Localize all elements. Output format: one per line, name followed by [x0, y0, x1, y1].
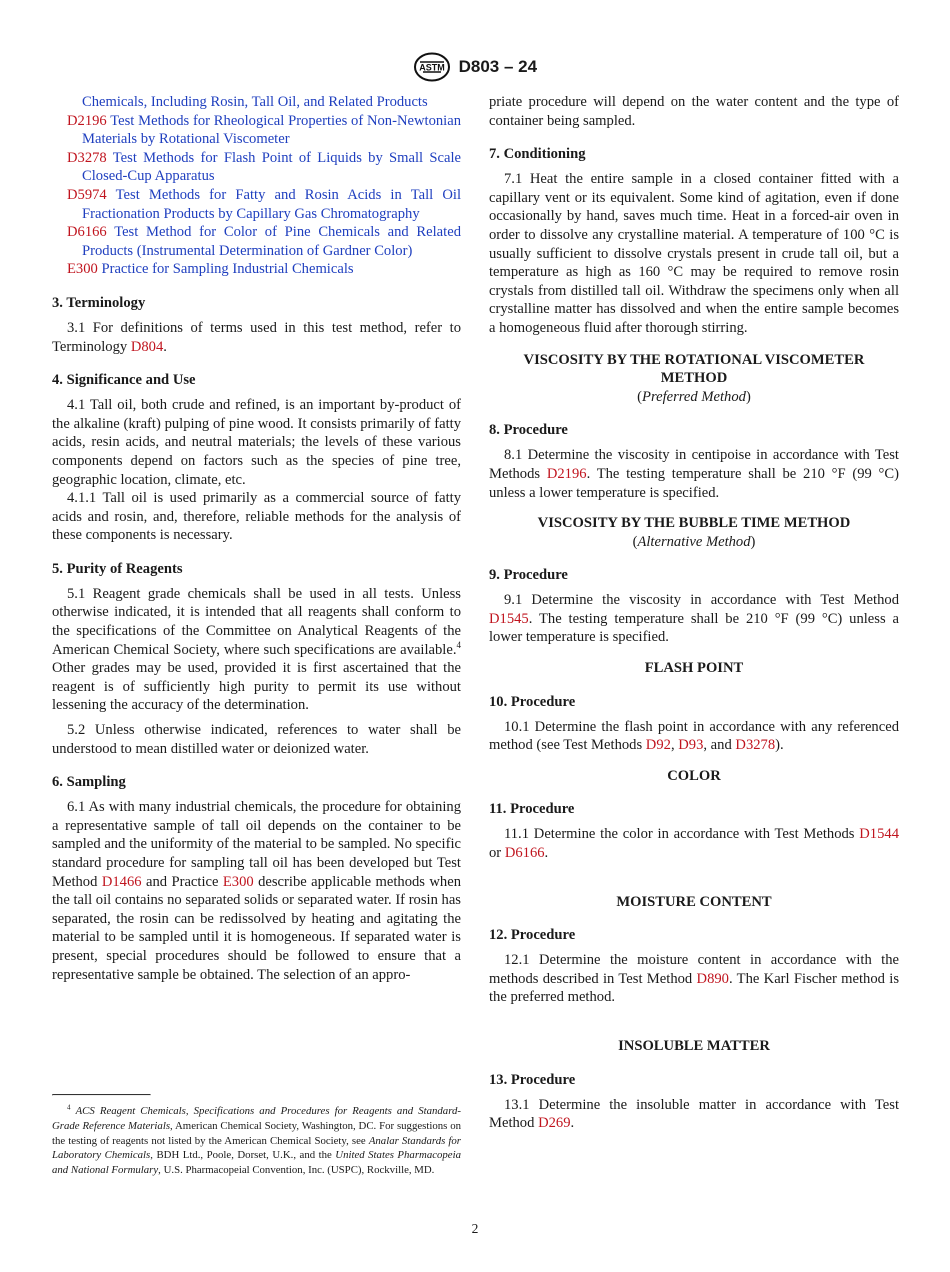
- reference-id: D6166: [67, 224, 107, 241]
- section-heading: 13. Procedure: [489, 1071, 576, 1088]
- link-d6166[interactable]: D6166: [504, 845, 545, 862]
- link-d1545[interactable]: D1545: [489, 610, 529, 627]
- reference-id: D5974: [67, 186, 107, 203]
- astm-logo-text: ASTM: [419, 62, 445, 73]
- section-heading: 4. Significance and Use: [52, 372, 196, 389]
- paragraph-continuation: priate procedure will depend on the water content and the type of container being sampled.: [489, 94, 899, 129]
- section-heading: 5. Purity of Reagents: [52, 560, 183, 577]
- document-designation: D803 – 24: [458, 56, 538, 76]
- paragraph: 8.1 Determine the viscosity in centipoise in accordance with Test Methods D2196. The testing temperature shall be 210 °F (99 °C) unless a lower temperature is specified.: [489, 447, 899, 501]
- link-d269[interactable]: D269: [538, 1115, 571, 1132]
- astm-logo-icon: [413, 52, 451, 82]
- reference-item[interactable]: [52, 223, 461, 260]
- section-heading: 6. Sampling: [52, 774, 126, 791]
- paragraph: 9.1 Determine the viscosity in accordance with Test Method D1545. The testing temperature shall be 210 °F (99 °C) unless a lower temperature is specified.: [489, 592, 899, 646]
- footnote-ref[interactable]: 4: [456, 639, 461, 650]
- reference-id: D3278: [67, 149, 107, 166]
- paragraph: 6.1 As with many industrial chemicals, the procedure for obtaining a representative sample of tall oil depends on the container to be sampled and the uniformity of the material to be sampled. No specific standard procedure for sampling tall oil has been developed but Test Method D1466 and Practice E300 describe applicable methods when the tall oil contains no separated solids or separated water. If rosin has separated, the rosin can be redissolved by heating and agitating the material to be sampled until it is homogeneous. If separated water is present, special procedures should be followed to ensure that a representative sample be obtained. The selection of an appro-: [52, 799, 461, 983]
- link-d1544[interactable]: D1544: [859, 826, 899, 843]
- reference-id: E300: [67, 261, 98, 278]
- footnote: $^4$ ACS Reagent Chemicals, Specifications and Procedures for Reagents and Standard-Grade Reference Materials, American Chemical Society, Washington, DC. For suggestions on the testing of reagents not listed by the American Chemical Society, see Analar Standards for Laboratory Chemicals, BDH Ltd., Poole, Dorset, U.K., and the United States Pharmacopeia and National Formulary, U.S. Pharmacopeial Convention, Inc. (USPC), Rockville, MD.: [52, 1103, 462, 1177]
- link-d93[interactable]: D93: [678, 737, 704, 754]
- section-heading: 7. Conditioning: [489, 146, 586, 163]
- section-heading: 8. Procedure: [489, 422, 568, 439]
- method-heading: VISCOSITY BY THE ROTATIONAL VISCOMETER METHOD: [523, 351, 865, 387]
- link-d2196[interactable]: D2196: [546, 465, 587, 482]
- section-heading: 9. Procedure: [489, 567, 568, 584]
- footnote-number: 4: [67, 1103, 71, 1112]
- paragraph: 11.1 Determine the color in accordance with Test Methods D1544 or D6166.: [489, 826, 899, 862]
- reference-item[interactable]: [52, 149, 461, 186]
- paragraph: 12.1 Determine the moisture content in accordance with the methods described in Test Method D890. The Karl Fischer method is the preferred method.: [489, 952, 899, 1006]
- paragraph: 13.1 Determine the insoluble matter in accordance with Test Method D269.: [489, 1096, 899, 1132]
- reference-continuation: [52, 93, 461, 112]
- left-column: [52, 93, 461, 984]
- link-d890[interactable]: D890: [696, 970, 729, 987]
- reference-text: Practice for Sampling Industrial Chemicals: [101, 261, 354, 278]
- page-header: [0, 52, 950, 82]
- reference-text: Test Methods for Fatty and Rosin Acids in Tall Oil Fractionation Products by Capillary Gas Chromatography: [82, 186, 461, 222]
- section-heading: 3. Terminology: [52, 294, 146, 311]
- reference-text: Test Method for Color of Pine Chemicals and Related Products (Instrumental Determination of Gardner Color): [82, 224, 461, 259]
- link-d3278[interactable]: D3278: [735, 737, 776, 754]
- right-column: [489, 93, 899, 1133]
- reference-text: Test Methods for Flash Point of Liquids by Small Scale Closed-Cup Apparatus: [82, 149, 461, 185]
- reference-text: Chemicals, Including Rosin, Tall Oil, and Related Products: [82, 94, 428, 110]
- section-banner: MOISTURE CONTENT: [616, 893, 772, 910]
- method-subheading: (Alternative Method): [632, 533, 756, 550]
- reference-item[interactable]: [52, 186, 461, 223]
- page-number: 2: [471, 1221, 479, 1236]
- section-banner: FLASH POINT: [644, 660, 744, 677]
- paragraph: 7.1 Heat the entire sample in a closed container fitted with a capillary vent or its equivalent. Some kind of agitation, even if done occasionally by hand, saves much time. Heat in a forced-air oven in order to dissolve any crystalline material. A temperature of 100 °C is usually sufficient to dissolve crystals present in crude tall oil, but a temperature as high as 160 °C may be required to remove rosin crystals from distilled tall oil. Withdraw the specimens only when all crystalline matter has dissolved and when the entire sample becomes a homogeneous fluid after thorough stirring.: [489, 171, 899, 336]
- paragraph: 4.1 Tall oil, both crude and refined, is an important by-product of the alkaline (kraft) pulping of pine wood. It consists primarily of fatty acids, resin acids, and neutral materials; the levels of these various components depend on factors such as the species of pine tree, geographic location, climate, etc.: [52, 397, 461, 488]
- section-heading: 10. Procedure: [489, 693, 576, 710]
- reference-item[interactable]: [52, 260, 461, 279]
- paragraph: 10.1 Determine the flash point in accordance with any referenced method (see Test Methods D92, D93, and D3278).: [489, 718, 899, 754]
- link-e300[interactable]: E300: [222, 873, 254, 890]
- link-d92[interactable]: D92: [645, 737, 671, 754]
- reference-id: D2196: [67, 112, 107, 129]
- reference-text: Test Methods for Rheological Properties of Non-Newtonian Materials by Rotational Viscometer: [82, 112, 461, 148]
- paragraph: 5.2 Unless otherwise indicated, references to water shall be understood to mean distilled water or deionized water.: [52, 722, 461, 757]
- section-banner: COLOR: [667, 767, 721, 784]
- method-subheading: (Preferred Method): [637, 388, 751, 405]
- footnote-divider: [52, 1094, 151, 1096]
- paragraph: 5.1 Reagent grade chemicals shall be used in all tests. Unless otherwise indicated, it is intended that all reagents shall conform to the specifications of the Committee on Analytical Reagents of the American Chemical Society, where such specifications are available.$^4$ Other grades may be used, provided it is first ascertained that the reagent is of sufficiently high purity to permit its use without lessening the accuracy of the determination.: [52, 585, 461, 714]
- paragraph: 4.1.1 Tall oil is used primarily as a commercial source of fatty acids and rosin, and, therefore, reliable methods for the analysis of these components is necessary.: [52, 490, 461, 544]
- reference-item[interactable]: [52, 112, 461, 149]
- paragraph: 3.1 For definitions of terms used in this test method, refer to Terminology D804.: [52, 319, 461, 355]
- section-heading: 12. Procedure: [489, 927, 576, 944]
- section-heading: 11. Procedure: [489, 801, 575, 818]
- method-heading: VISCOSITY BY THE BUBBLE TIME METHOD: [537, 515, 851, 532]
- link-d804[interactable]: D804: [130, 338, 164, 355]
- section-banner: INSOLUBLE MATTER: [618, 1038, 770, 1054]
- link-d1466[interactable]: D1466: [101, 873, 142, 890]
